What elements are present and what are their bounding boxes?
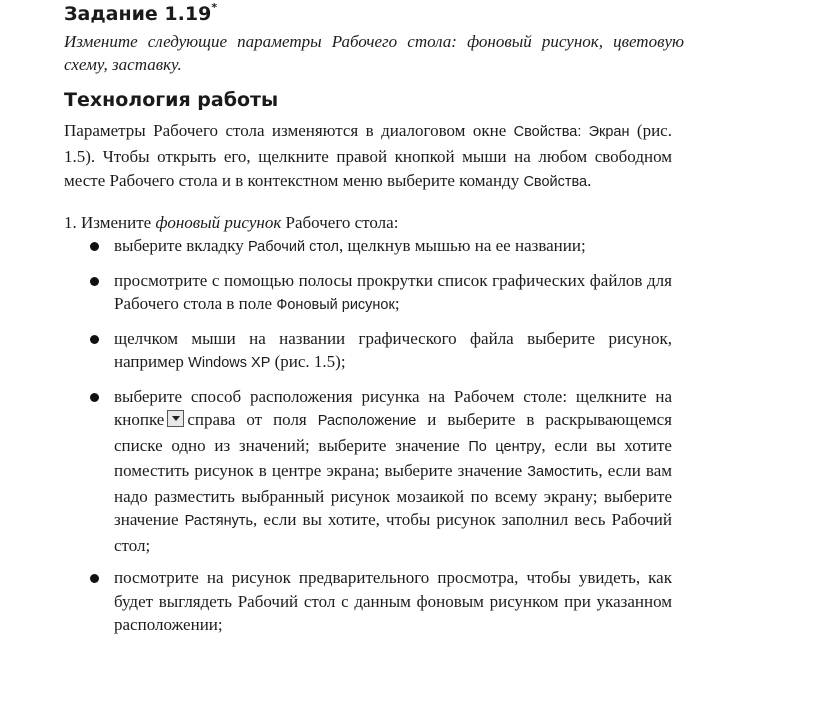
step-number: 1. [64,213,77,232]
ui-term: Фоновый рисунок [276,297,395,313]
ui-term-command: Свойства [523,174,588,190]
task-heading [64,1,217,25]
item-text: просмотрите с помощью полосы прокрутки список графических файлов для Рабочего стола в поле [114,270,672,313]
ui-term: Замостить [527,464,599,480]
list-item [86,269,672,318]
intro-text: . [587,171,592,190]
task-title: Задание 1.19 [64,3,212,25]
item-text: щелчком мыши на названии графического файла выберите рисунок, например [114,328,672,371]
step-heading [64,211,398,235]
item-text: и выберите в раскрывающемся списке одно из значений; выберите значение [114,410,672,455]
ui-term-dialog: Свойства: Экран [513,124,630,140]
ui-term: Расположение [317,413,417,429]
section-heading: Технология работы [64,89,279,111]
step-text: Рабочего стола: [281,213,399,232]
dropdown-arrow-icon [167,410,184,427]
item-text: справа от поля [187,410,318,429]
ui-term: По центру [468,438,542,455]
intro-text: (рис. 1.5). Чтобы открыть его, щелкните правой кнопкой мыши на любом свободном месте Рабочего стола и в контекстном меню выберите команду [64,121,672,190]
item-text: посмотрите на рисунок предварительного просмотра, чтобы увидеть, как будет выглядеть Рабочий стол с данным фоновым рисунком при указанном расположении; [114,568,672,634]
item-text: выберите вкладку [114,236,248,255]
task-description: Измените следующие параметры Рабочего стола: фоновый рисунок, цветовую схему, заставку. [64,32,684,74]
task-mark: * [211,1,218,14]
list-item [86,234,672,260]
ui-term: Windows XP [188,355,271,371]
ui-term: Растянуть [184,513,254,529]
item-text: , щелкнув мышью на ее названии; [339,236,586,255]
bullet-list [86,234,672,646]
item-text: , если вам надо разместить выбранный рисунок мозаикой по всему экрану; выберите значение [114,461,673,529]
item-text: (рис. 1.5); [270,352,346,371]
item-text: ; [394,294,400,313]
step-text: Измените [81,213,156,232]
list-item [86,566,672,637]
list-item [86,327,672,376]
ui-term: Рабочий стол [247,239,340,255]
intro-text: Параметры Рабочего стола изменяются в диалоговом окне [64,121,514,140]
step-term: фоновый рисунок [155,213,282,232]
item-text: , если вы хотите поместить рисунок в центре экрана; выберите значение [114,435,672,480]
item-text: выберите способ расположения рисунка на Рабочем столе: щелкните на кнопке [114,386,672,429]
intro-paragraph [64,119,672,195]
list-item [86,385,672,558]
item-text: , если вы хотите, чтобы рисунок заполнил весь Рабочий стол; [114,510,673,555]
